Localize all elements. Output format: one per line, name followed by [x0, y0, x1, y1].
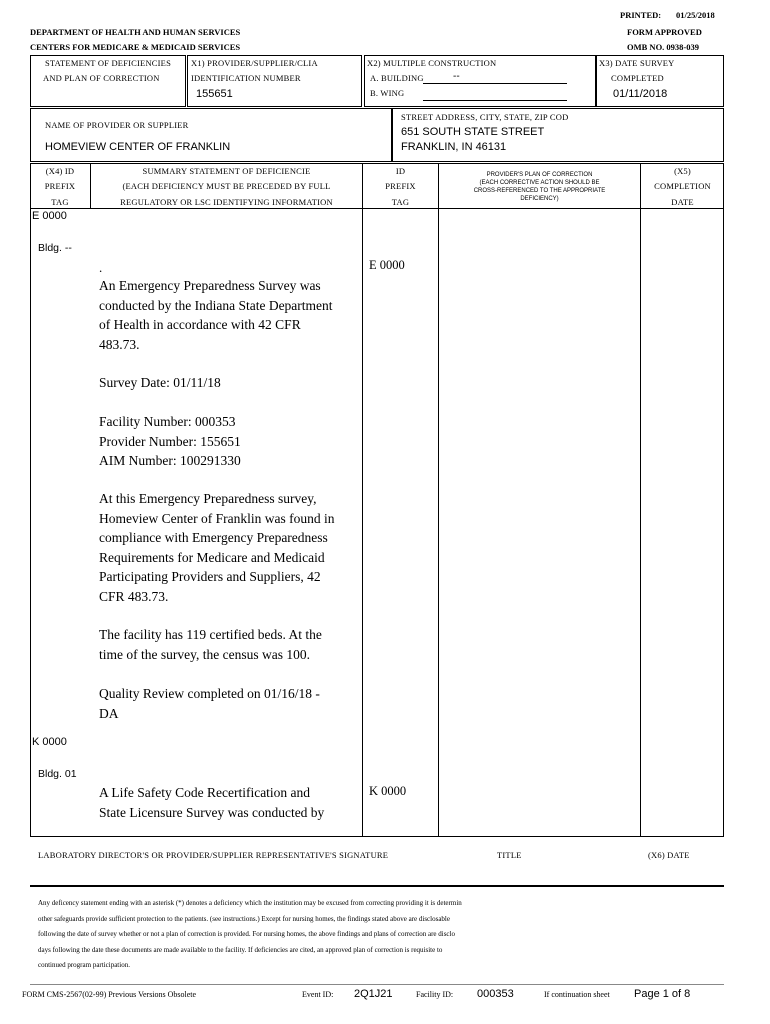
provider-name-box — [30, 108, 392, 162]
address-label: STREET ADDRESS, CITY, STATE, ZIP COD — [401, 112, 569, 122]
footer-divider — [30, 984, 724, 985]
printed-date: 01/25/2018 — [676, 10, 715, 20]
disclaimer-block — [38, 896, 462, 974]
form-number: FORM CMS-2567(02-99) Previous Versions Obsolete — [22, 990, 197, 999]
building-underline — [423, 83, 567, 84]
x5-header-3: DATE — [671, 197, 694, 207]
continuation-label: If continuation sheet — [544, 990, 610, 999]
k-building: Bldg. 01 — [38, 768, 77, 780]
disclaimer-line-1: Any deficency statement ending with an asterisk (*) denotes a deficiency which the institution may be excused from correcting providing it is determin — [38, 899, 462, 907]
col-divider-3 — [438, 163, 439, 837]
provider-name-value: HOMEVIEW CENTER OF FRANKLIN — [45, 141, 231, 153]
table-header-divider — [30, 208, 724, 209]
wing-label: B. WING — [370, 88, 405, 98]
facility-numbers-text: Facility Number: 000353 Provider Number: 155651 AIM Number: 100291330 — [99, 414, 241, 468]
signature-divider — [30, 885, 724, 887]
summary-header-3: REGULATORY OR LSC IDENTIFYING INFORMATION — [120, 197, 333, 207]
printed-label: PRINTED: — [620, 10, 662, 20]
x5-header-2: COMPLETION — [654, 181, 711, 191]
x6-date-label: (X6) DATE — [648, 850, 690, 860]
summary-header-2: (EACH DEFICIENCY MUST BE PRECEDED BY FULL — [122, 181, 331, 191]
x5-header-1: (X5) — [674, 166, 691, 176]
event-id-label: Event ID: — [302, 990, 334, 999]
k-tag-right: K 0000 — [369, 784, 407, 798]
col-divider-4 — [640, 163, 641, 837]
x2-label: X2) MULTIPLE CONSTRUCTION — [367, 58, 497, 68]
plan-header-3: CROSS-REFERENCED TO THE APPROPRIATE — [473, 188, 606, 194]
col-divider-2 — [362, 163, 363, 837]
compliance-paragraph: At this Emergency Preparedness survey, Homeview Center of Franklin was found in compliance with Emergency Preparedness Requirements for Medicare and Medicaid Participating Providers and Suppliers, 42 CFR 483.73. — [99, 491, 335, 604]
life-safety-paragraph: A Life Safety Code Recertification and State Licensure Survey was conducted by — [99, 785, 325, 820]
plan-header-2: (EACH CORRECTIVE ACTION SHOULD BE — [479, 180, 600, 186]
disclaimer-line-2: other safeguards provide sufficient protection to the patients. (see instructions.) Except for nursing homes, the findings stated above are disclosable — [38, 914, 450, 923]
k-tag-left: K 0000 — [32, 736, 67, 748]
wing-underline — [423, 100, 567, 101]
x4-header-3: TAG — [51, 197, 69, 207]
building-label: A. BUILDING — [370, 73, 424, 83]
date-survey-value: 01/11/2018 — [613, 88, 668, 100]
centers-title: CENTERS FOR MEDICARE & MEDICAID SERVICES — [30, 42, 241, 52]
building-value: -- — [453, 71, 460, 82]
statement-label-2: AND PLAN OF CORRECTION — [43, 73, 160, 83]
x4-header-2: PREFIX — [44, 181, 76, 191]
x1-label-1: X1) PROVIDER/SUPPLIER/CLIA — [191, 58, 318, 68]
multiple-construction-box — [364, 55, 596, 107]
page-number: Page 1 of 8 — [634, 988, 691, 1000]
date-survey-box — [596, 55, 724, 107]
title-label: TITLE — [497, 850, 522, 860]
plan-header-4: DEFICIENCY) — [520, 196, 559, 202]
disclaimer-line-4: days following the date these documents are made available to the facility. If deficiencies are cited, an approved plan of correction is requisite to — [38, 945, 443, 954]
department-title: DEPARTMENT OF HEALTH AND HUMAN SERVICES — [30, 27, 241, 37]
e-tag-left: E 0000 — [32, 210, 67, 222]
signature-label: LABORATORY DIRECTOR'S OR PROVIDER/SUPPLIER REPRESENTATIVE'S SIGNATURE — [38, 850, 389, 860]
entry-dot: . — [99, 260, 103, 275]
census-paragraph: The facility has 119 certified beds. At the time of the survey, the census was 100. — [99, 627, 322, 662]
address-line1: 651 SOUTH STATE STREET — [401, 126, 545, 138]
plan-header-1: PROVIDER'S PLAN OF CORRECTION — [486, 172, 593, 178]
omb-number: OMB NO. 0938-039 — [627, 42, 700, 52]
facility-id-value: 000353 — [477, 988, 514, 1000]
summary-header-1: SUMMARY STATEMENT OF DEFICIENCIE — [142, 166, 311, 176]
event-id-value: 2Q1J21 — [354, 988, 393, 1000]
provider-id-box — [187, 55, 362, 107]
address-line2: FRANKLIN, IN 46131 — [401, 141, 507, 153]
e-building: Bldg. -- — [38, 242, 72, 254]
provider-address-box — [392, 108, 724, 162]
e-tag-right: E 0000 — [369, 258, 405, 272]
id-header-2: PREFIX — [385, 181, 416, 191]
id-header-3: TAG — [391, 197, 410, 207]
disclaimer-line-3: following the date of survey whether or not a plan of correction is provided. For nursing homes, the above findings and plans of correction are disclo — [38, 930, 455, 938]
quality-review-text: Quality Review completed on 01/16/18 - DA — [99, 686, 320, 721]
id-header-1: ID — [395, 166, 406, 176]
statement-label-1: STATEMENT OF DEFICIENCIES — [45, 58, 172, 68]
form-approved: FORM APPROVED — [627, 27, 702, 37]
x3-label-2: COMPLETED — [611, 73, 664, 83]
facility-id-label: Facility ID: — [416, 990, 454, 999]
x4-header-1: (X4) ID — [45, 166, 75, 176]
provider-name-label: NAME OF PROVIDER OR SUPPLIER — [45, 120, 189, 130]
disclaimer-line-5: continued program participation. — [38, 961, 130, 969]
ep-survey-paragraph: An Emergency Preparedness Survey was conducted by the Indiana State Department of Health in accordance with 42 CFR 483.73. — [99, 278, 333, 352]
survey-date-text: Survey Date: 01/11/18 — [99, 375, 221, 390]
x1-label-2: IDENTIFICATION NUMBER — [191, 73, 301, 83]
statement-box — [30, 55, 186, 107]
x3-label-1: X3) DATE SURVEY — [599, 58, 675, 68]
provider-id-value: 155651 — [196, 88, 233, 100]
